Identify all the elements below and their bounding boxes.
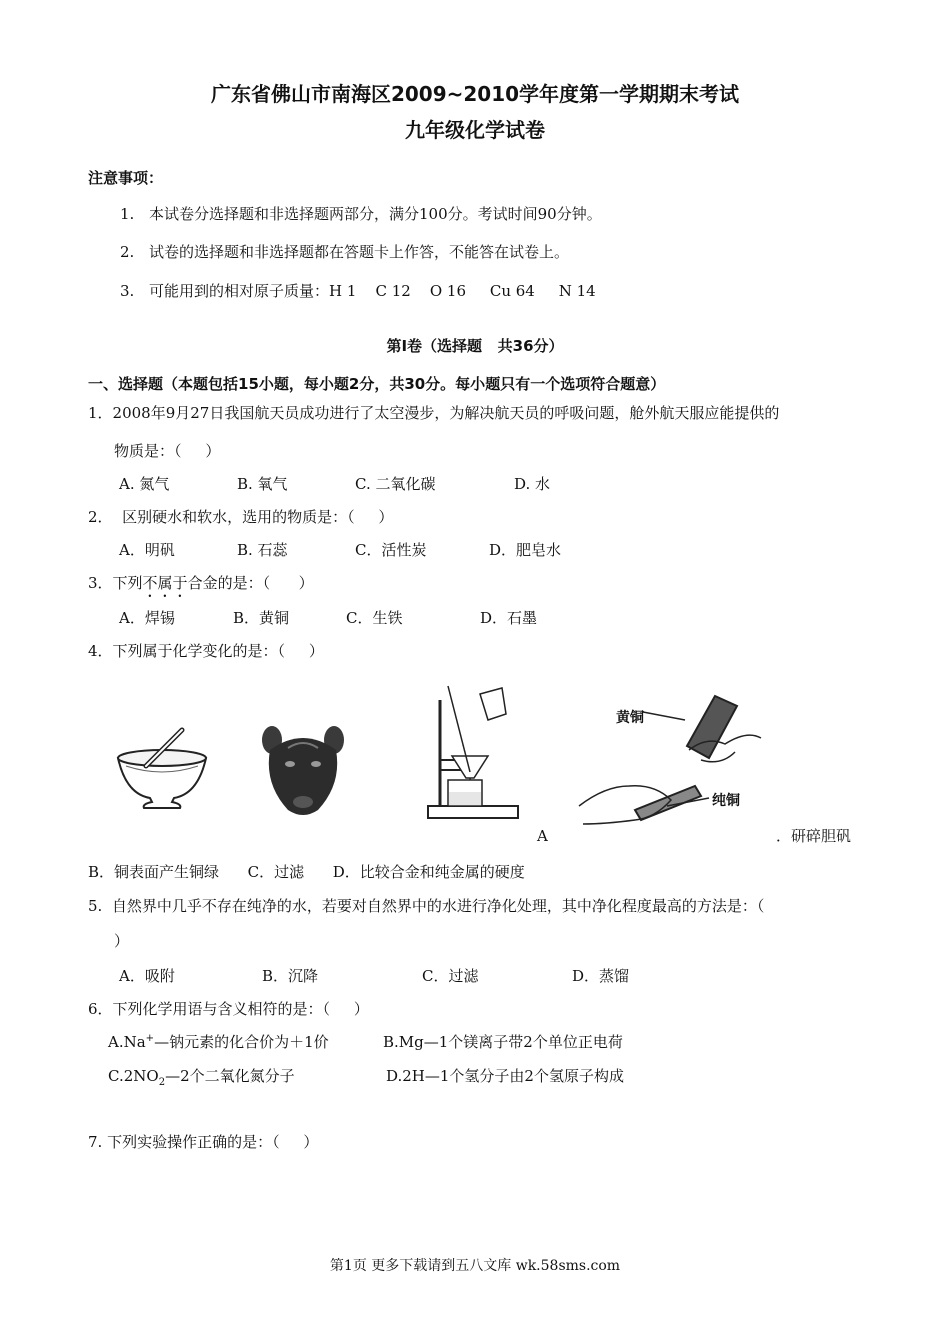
q6-option-c-formula: C.2NO [108, 1067, 159, 1085]
q5-stem-line1: 5. 自然界中几乎不存在纯净的水，若要对自然界中的水进行净化处理，其中净化程度最高的方法是：（ [88, 897, 765, 915]
exam-title: 广东省佛山市南海区2009~2010学年度第一学期期末考试 [210, 82, 740, 106]
q4-options-bcd: B．铜表面产生铜绿 C．过滤 D．比较合金和纯金属的硬度 [88, 863, 525, 881]
q5-option-b: B．沉降 [262, 967, 319, 985]
q6-option-c [108, 1066, 295, 1086]
note-2-num: 2. [120, 243, 135, 261]
q4-stem: 4．下列属于化学变化的是：（ ） [88, 642, 324, 660]
q3-option-d: D．石墨 [480, 609, 538, 627]
q1-stem-line1: 1．2008年9月27日我国航天员成功进行了太空漫步，为解决航天员的呼吸问题，舱外航天服应能提供的 [88, 404, 780, 422]
q6-option-a-meaning: —钠元素的化合价为＋1价 [154, 1033, 329, 1051]
q3-stem [88, 573, 314, 601]
q1-stem-line2: 物质是：（ ） [114, 442, 221, 460]
filtration-apparatus-figure [422, 680, 532, 822]
q5-option-d: D．蒸馏 [572, 967, 630, 985]
q6-option-d: D.2H—1个氢分子由2个氢原子构成 [386, 1067, 624, 1085]
copper-rat-head-figure [258, 720, 348, 820]
q2-stem: 2． 区别硬水和软水，选用的物质是：（ ） [88, 508, 394, 526]
q2-option-a: A．明矾 [119, 541, 175, 559]
q4-option-a-text: ．研碎胆矾 [776, 827, 852, 845]
q1-option-a: A. 氮气 [119, 475, 170, 493]
q3-option-b: B．黄铜 [233, 609, 290, 627]
q2-option-d: D．肥皂水 [489, 541, 562, 559]
note-3-num: 3. [120, 282, 135, 300]
q3-option-c: C．生铁 [346, 609, 403, 627]
q5-stem-line2: ） [114, 932, 130, 950]
q2-option-b: B. 石蕊 [237, 541, 288, 559]
q7-stem: 7. 下列实验操作正确的是：（ ） [88, 1133, 319, 1151]
q6-option-b: B.Mg—1个镁离子带2个单位正电荷 [383, 1033, 623, 1051]
q3-option-a: A．焊锡 [119, 609, 175, 627]
q6-option-a-symbol: A.Na [108, 1033, 146, 1051]
label-pure-copper: 纯铜 [712, 793, 740, 809]
q5-option-a: A．吸附 [119, 967, 175, 985]
q6-option-c-subscript: 2 [158, 1077, 166, 1088]
exam-subtitle: 九年级化学试卷 [405, 118, 545, 142]
label-brass: 黄铜 [616, 710, 644, 726]
note-1-text: 本试卷分选择题和非选择题两部分，满分100分。考试时间90分钟。 [149, 205, 602, 223]
notes-heading: 注意事项： [88, 169, 164, 187]
note-1-num: 1. [120, 205, 135, 223]
part1-heading: 第Ⅰ卷（选择题 共36分） [386, 337, 564, 355]
q3-stem-emphasis: 不属于 [142, 574, 188, 592]
q5-option-c: C．过滤 [422, 967, 479, 985]
page-footer: 第1页 更多下载请到五八文库 wk.58sms.com [329, 1258, 621, 1274]
q1-option-d: D. 水 [514, 475, 551, 493]
note-3-text: 可能用到的相对原子质量：H 1 C 12 O 16 Cu 64 N 14 [149, 282, 596, 300]
mortar-pestle-figure [112, 722, 212, 814]
q6-option-c-meaning: —2个二氧化氮分子 [165, 1067, 295, 1085]
section-title: 一、选择题（本题包括15小题，每小题2分，共30分。每小题只有一个选项符合题意） [88, 375, 666, 393]
q3-stem-pre: 3．下列 [88, 574, 143, 592]
q2-option-c: C．活性炭 [355, 541, 427, 559]
q3-stem-post: 合金的是：（ ） [187, 574, 314, 592]
q1-option-c: C. 二氧化碳 [355, 475, 436, 493]
q6-option-a [108, 1032, 329, 1052]
q6-stem: 6．下列化学用语与含义相符的是：（ ） [88, 1000, 369, 1018]
q4-label-a: A [537, 827, 548, 845]
alloy-hardness-figure [575, 690, 765, 836]
q1-option-b: B. 氧气 [237, 475, 288, 493]
q6-option-a-charge: + [145, 1033, 155, 1044]
note-2-text: 试卷的选择题和非选择题都在答题卡上作答，不能答在试卷上。 [149, 243, 570, 261]
